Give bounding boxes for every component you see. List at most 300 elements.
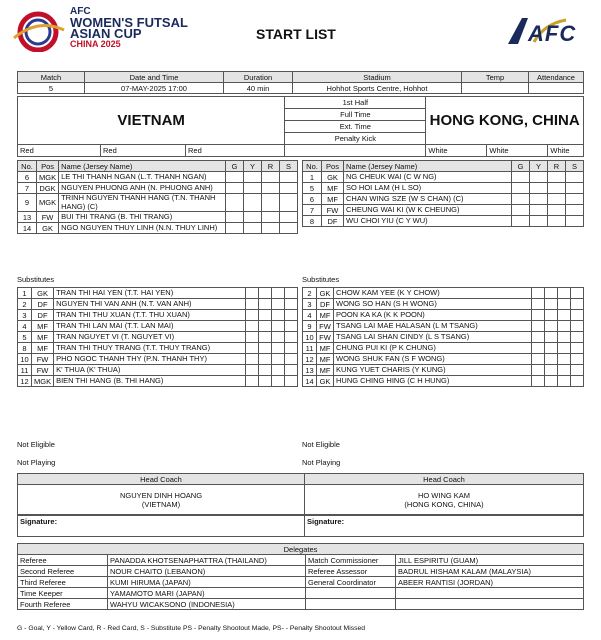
- score-row-ext-time: Ext. Time: [285, 121, 426, 133]
- team-b-kit-2: White: [487, 145, 548, 157]
- player-goals: [226, 223, 244, 234]
- team-b-coach-country: (HONG KONG, CHINA): [404, 500, 484, 509]
- player-number: 3: [303, 299, 317, 310]
- player-yellow: [259, 365, 272, 376]
- player-row: [18, 194, 298, 212]
- player-row: [303, 321, 584, 332]
- player-goals: [246, 376, 259, 387]
- player-position: MF: [322, 194, 344, 205]
- col-no: No.: [18, 161, 37, 172]
- player-yellow: [259, 310, 272, 321]
- player-row: [18, 332, 298, 343]
- player-red: [272, 343, 285, 354]
- player-yellow: [545, 299, 558, 310]
- team-a-kit-1: Red: [18, 145, 101, 157]
- player-number: 2: [18, 299, 32, 310]
- player-red: [548, 194, 566, 205]
- player-row: [303, 343, 584, 354]
- head-coach-table: [17, 473, 584, 516]
- player-red: [558, 299, 571, 310]
- player-number: 11: [303, 343, 317, 354]
- player-position: MF: [317, 343, 334, 354]
- delegate-role: Fourth Referee: [18, 599, 108, 610]
- legend: G - Goal, Y - Yellow Card, R - Red Card, S - Substitute PS - Penalty Shootout Made, PS- - Penalty Shootout Missed: [17, 625, 366, 632]
- player-position: MF: [32, 332, 54, 343]
- score-row-1st-half: 1st Half: [285, 97, 426, 109]
- player-goals: [512, 216, 530, 227]
- player-red: [558, 365, 571, 376]
- event-line3: CHINA 2025: [70, 39, 121, 49]
- player-position: MF: [32, 321, 54, 332]
- player-red: [558, 332, 571, 343]
- delegate-name: NOUR CHAITO (LEBANON): [108, 566, 306, 577]
- player-sub: [285, 299, 298, 310]
- player-name: NGO NGUYEN THUY LINH (N.N. THUY LINH): [59, 223, 226, 234]
- team-b-starters-table: [302, 160, 584, 227]
- player-sub: [280, 172, 298, 183]
- player-row: [303, 205, 584, 216]
- player-red: [558, 354, 571, 365]
- player-sub: [285, 365, 298, 376]
- player-yellow: [530, 172, 548, 183]
- player-goals: [512, 183, 530, 194]
- player-position: DF: [32, 299, 54, 310]
- player-position: MGK: [37, 194, 59, 212]
- event-name: [70, 6, 188, 50]
- player-number: 7: [303, 205, 322, 216]
- player-position: DF: [317, 299, 334, 310]
- player-row: [303, 354, 584, 365]
- event-line1: WOMEN'S FUTSAL: [70, 15, 188, 30]
- delegate-name: ABEER RANTISI (JORDAN): [396, 577, 584, 588]
- delegate-role: General Coordinator: [306, 577, 396, 588]
- player-row: [303, 216, 584, 227]
- player-yellow: [545, 354, 558, 365]
- player-sub: [285, 288, 298, 299]
- team-a-name: VIETNAM: [18, 97, 285, 145]
- player-red: [558, 376, 571, 387]
- col-g: G: [226, 161, 244, 172]
- player-yellow: [530, 183, 548, 194]
- player-row: [303, 376, 584, 387]
- player-name: CHAN WING SZE (W S CHAN) (C): [344, 194, 512, 205]
- player-yellow: [259, 354, 272, 365]
- player-red: [548, 205, 566, 216]
- player-number: 9: [303, 321, 317, 332]
- player-number: 1: [18, 288, 32, 299]
- col-pos: Pos: [37, 161, 59, 172]
- player-sub: [571, 365, 584, 376]
- player-yellow: [259, 299, 272, 310]
- player-number: 12: [18, 376, 32, 387]
- player-number: 2: [303, 288, 317, 299]
- player-row: [303, 299, 584, 310]
- team-b-substitutes-table: [302, 287, 584, 387]
- team-a-substitutes-table: [17, 287, 298, 387]
- delegate-role: Referee Assessor: [306, 566, 396, 577]
- player-yellow: [244, 212, 262, 223]
- player-red: [558, 310, 571, 321]
- player-goals: [532, 365, 545, 376]
- player-position: FW: [32, 354, 54, 365]
- player-goals: [532, 288, 545, 299]
- player-sub: [571, 288, 584, 299]
- player-name: HUNG CHING HING (C H HUNG): [334, 376, 532, 387]
- player-red: [272, 288, 285, 299]
- player-sub: [566, 183, 584, 194]
- player-name: BUI THI TRANG (B. THI TRANG): [59, 212, 226, 223]
- player-row: [303, 288, 584, 299]
- player-position: MF: [322, 183, 344, 194]
- player-sub: [571, 310, 584, 321]
- player-goals: [226, 172, 244, 183]
- player-sub: [280, 183, 298, 194]
- player-yellow: [244, 194, 262, 212]
- player-red: [272, 332, 285, 343]
- player-sub: [571, 376, 584, 387]
- match-stadium: Hohhot Sports Centre, Hohhot: [293, 83, 462, 94]
- player-sub: [285, 354, 298, 365]
- afc-logo-text: AFC: [528, 21, 577, 46]
- player-position: FW: [317, 332, 334, 343]
- match-attendance: [529, 83, 584, 94]
- player-row: [18, 343, 298, 354]
- player-yellow: [244, 183, 262, 194]
- delegate-name: KUMI HIRUMA (JAPAN): [108, 577, 306, 588]
- player-position: MF: [317, 354, 334, 365]
- match-date-time: 07-MAY-2025 17:00: [85, 83, 224, 94]
- team-a-kit-2: Red: [101, 145, 186, 157]
- player-number: 8: [303, 216, 322, 227]
- col-y: Y: [530, 161, 548, 172]
- player-name: SO HOI LAM (H L SO): [344, 183, 512, 194]
- delegate-role: Referee: [18, 555, 108, 566]
- player-name: NGUYEN THI VAN ANH (N.T. VAN ANH): [54, 299, 246, 310]
- player-yellow: [530, 194, 548, 205]
- team-b-substitutes-label: Substitutes: [302, 275, 340, 284]
- stadium-header: Stadium: [293, 72, 462, 83]
- player-position: DGK: [37, 183, 59, 194]
- match-header: Match: [18, 72, 85, 83]
- player-number: 13: [18, 212, 37, 223]
- player-yellow: [259, 343, 272, 354]
- player-number: 14: [303, 376, 317, 387]
- team-b-kit-3: White: [548, 145, 584, 157]
- player-red: [262, 172, 280, 183]
- player-goals: [226, 194, 244, 212]
- player-name: NGUYEN PHUONG ANH (N. PHUONG ANH): [59, 183, 226, 194]
- player-position: DF: [32, 310, 54, 321]
- col-g: G: [512, 161, 530, 172]
- match-temp: [462, 83, 529, 94]
- team-b-not-eligible: Not Eligible: [302, 440, 340, 449]
- player-number: 9: [18, 194, 37, 212]
- player-position: MF: [32, 343, 54, 354]
- player-number: 6: [18, 172, 37, 183]
- player-name: TRAN THI THUY TRANG (T.T. THUY TRANG): [54, 343, 246, 354]
- player-red: [548, 172, 566, 183]
- delegate-empty: [306, 599, 396, 610]
- player-goals: [246, 354, 259, 365]
- player-number: 7: [18, 183, 37, 194]
- afc-logo: [504, 14, 580, 48]
- team-a-not-eligible: Not Eligible: [17, 440, 55, 449]
- player-sub: [566, 194, 584, 205]
- event-org: AFC: [70, 6, 91, 17]
- player-yellow: [244, 223, 262, 234]
- player-row: [18, 376, 298, 387]
- player-position: GK: [32, 288, 54, 299]
- delegate-role: Third Referee: [18, 577, 108, 588]
- team-a-signature-label: Signature:: [20, 517, 58, 526]
- player-row: [18, 299, 298, 310]
- player-number: 1: [303, 172, 322, 183]
- player-number: 11: [18, 365, 32, 376]
- date-time-header: Date and Time: [85, 72, 224, 83]
- player-name: LE THI THANH NGAN (L.T. THANH NGAN): [59, 172, 226, 183]
- player-number: 3: [18, 310, 32, 321]
- player-row: [18, 365, 298, 376]
- player-name: TSANG LAI SHAN CINDY (L S TSANG): [334, 332, 532, 343]
- player-yellow: [545, 321, 558, 332]
- player-name: WU CHOI YIU (C Y WU): [344, 216, 512, 227]
- team-a-coach-country: (VIETNAM): [141, 500, 181, 509]
- player-number: 14: [18, 223, 37, 234]
- player-row: [18, 223, 298, 234]
- player-row: [303, 365, 584, 376]
- player-goals: [246, 288, 259, 299]
- team-a-substitutes-label: Substitutes: [17, 275, 55, 284]
- attendance-header: Attendance: [529, 72, 584, 83]
- player-position: FW: [317, 321, 334, 332]
- player-red: [272, 354, 285, 365]
- delegate-name: JILL ESPIRITU (GUAM): [396, 555, 584, 566]
- player-goals: [532, 321, 545, 332]
- player-goals: [246, 321, 259, 332]
- player-sub: [571, 332, 584, 343]
- player-name: TRAN NGUYET VI (T. NGUYET VI): [54, 332, 246, 343]
- player-goals: [246, 299, 259, 310]
- delegate-empty: [306, 588, 396, 599]
- player-goals: [512, 172, 530, 183]
- team-b-name: HONG KONG, CHINA: [426, 97, 584, 145]
- player-yellow: [259, 321, 272, 332]
- player-red: [262, 183, 280, 194]
- col-s: S: [280, 161, 298, 172]
- player-position: MF: [317, 310, 334, 321]
- player-red: [272, 310, 285, 321]
- player-red: [272, 321, 285, 332]
- player-yellow: [530, 216, 548, 227]
- delegate-empty: [396, 588, 584, 599]
- player-sub: [566, 172, 584, 183]
- team-a-not-playing: Not Playing: [17, 458, 56, 467]
- page-title: START LIST: [256, 26, 336, 42]
- player-name: TRINH NGUYEN THANH HANG (T.N. THANH HANG) (C): [59, 194, 226, 212]
- team-a-coach: [18, 485, 305, 516]
- col-r: R: [262, 161, 280, 172]
- delegate-role: Second Referee: [18, 566, 108, 577]
- player-red: [548, 216, 566, 227]
- match-duration: 40 min: [224, 83, 293, 94]
- player-goals: [532, 376, 545, 387]
- signature-table: [17, 514, 584, 537]
- player-number: 6: [303, 194, 322, 205]
- player-sub: [571, 321, 584, 332]
- player-goals: [532, 332, 545, 343]
- match-number: 5: [18, 83, 85, 94]
- team-a-substitute-rows: [18, 288, 298, 387]
- player-name: TSANG LAI MAE HALASAN (L M TSANG): [334, 321, 532, 332]
- team-b-coach: [305, 485, 584, 516]
- delegate-name: YAMAMOTO MARI (JAPAN): [108, 588, 306, 599]
- player-goals: [532, 310, 545, 321]
- match-info-table: [17, 71, 584, 94]
- col-name: Name (Jersey Name): [59, 161, 226, 172]
- delegate-role: Match Commissioner: [306, 555, 396, 566]
- player-yellow: [259, 376, 272, 387]
- player-goals: [512, 205, 530, 216]
- player-sub: [285, 332, 298, 343]
- team-a-kit-3: Red: [186, 145, 285, 157]
- player-sub: [571, 343, 584, 354]
- player-row: [18, 321, 298, 332]
- player-goals: [246, 332, 259, 343]
- team-a-signature: [18, 515, 305, 537]
- player-position: MGK: [32, 376, 54, 387]
- player-row: [303, 183, 584, 194]
- kit-spacer: [285, 145, 426, 157]
- player-row: [18, 212, 298, 223]
- player-name: WONG SHUK FAN (S F WONG): [334, 354, 532, 365]
- player-name: PHO NGOC THANH THY (P.N. THANH THY): [54, 354, 246, 365]
- player-red: [548, 183, 566, 194]
- player-red: [272, 365, 285, 376]
- player-number: 4: [303, 310, 317, 321]
- player-position: GK: [37, 223, 59, 234]
- player-yellow: [530, 205, 548, 216]
- player-row: [18, 288, 298, 299]
- player-name: CHOW KAM YEE (K Y CHOW): [334, 288, 532, 299]
- player-name: KUNG YUET CHARIS (Y KUNG): [334, 365, 532, 376]
- player-goals: [226, 212, 244, 223]
- player-name: BIEN THI HANG (B. THI HANG): [54, 376, 246, 387]
- col-y: Y: [244, 161, 262, 172]
- player-goals: [226, 183, 244, 194]
- player-number: 5: [18, 332, 32, 343]
- player-name: WONG SO HAN (S H WONG): [334, 299, 532, 310]
- team-b-kit-1: White: [426, 145, 487, 157]
- player-red: [558, 321, 571, 332]
- player-red: [558, 288, 571, 299]
- score-row-penalty-kick: Penalty Kick: [285, 133, 426, 145]
- team-a-head-coach-header: Head Coach: [18, 474, 305, 485]
- col-r: R: [548, 161, 566, 172]
- team-b-starter-rows: [303, 172, 584, 227]
- player-name: TRAN THI HAI YEN (T.T. HAI YEN): [54, 288, 246, 299]
- team-a-starters-table: [17, 160, 298, 234]
- team-b-head-coach-header: Head Coach: [305, 474, 584, 485]
- player-number: 8: [18, 343, 32, 354]
- player-red: [272, 376, 285, 387]
- player-position: FW: [322, 205, 344, 216]
- player-yellow: [545, 332, 558, 343]
- col-no: No.: [303, 161, 322, 172]
- player-red: [262, 212, 280, 223]
- player-yellow: [545, 365, 558, 376]
- team-a-starter-rows: [18, 172, 298, 234]
- player-row: [303, 310, 584, 321]
- col-name: Name (Jersey Name): [344, 161, 512, 172]
- player-name: NG CHEUK WAI (C W NG): [344, 172, 512, 183]
- teams-score-table: [17, 96, 584, 157]
- col-s: S: [566, 161, 584, 172]
- player-sub: [280, 212, 298, 223]
- player-name: K' THUA (K' THUA): [54, 365, 246, 376]
- player-sub: [285, 343, 298, 354]
- player-goals: [246, 310, 259, 321]
- player-number: 5: [303, 183, 322, 194]
- delegate-name: BADRUL HISHAM KALAM (MALAYSIA): [396, 566, 584, 577]
- player-row: [303, 172, 584, 183]
- player-name: CHUNG PUI KI (P K CHUNG): [334, 343, 532, 354]
- team-b-substitute-rows: [303, 288, 584, 387]
- player-position: GK: [317, 376, 334, 387]
- player-number: 4: [18, 321, 32, 332]
- player-row: [18, 183, 298, 194]
- delegate-name: WAHYU WICAKSONO (INDONESIA): [108, 599, 306, 610]
- player-red: [262, 223, 280, 234]
- player-position: MF: [317, 365, 334, 376]
- player-yellow: [545, 376, 558, 387]
- player-yellow: [259, 288, 272, 299]
- duration-header: Duration: [224, 72, 293, 83]
- player-position: FW: [32, 365, 54, 376]
- team-b-signature: [305, 515, 584, 537]
- player-row: [303, 194, 584, 205]
- player-number: 10: [303, 332, 317, 343]
- player-position: DF: [322, 216, 344, 227]
- player-goals: [246, 343, 259, 354]
- player-yellow: [545, 310, 558, 321]
- team-b-signature-label: Signature:: [307, 517, 345, 526]
- player-sub: [285, 310, 298, 321]
- player-goals: [532, 343, 545, 354]
- player-sub: [285, 321, 298, 332]
- delegates-table: [17, 543, 584, 610]
- player-row: [18, 354, 298, 365]
- delegate-empty: [396, 599, 584, 610]
- afc-event-logo: [8, 8, 68, 52]
- team-b-not-playing: Not Playing: [302, 458, 341, 467]
- player-sub: [571, 354, 584, 365]
- event-line2: ASIAN CUP: [70, 26, 142, 41]
- player-number: 12: [303, 354, 317, 365]
- delegate-name: PANADDA KHOTSENAPHATTRA (THAILAND): [108, 555, 306, 566]
- player-number: 10: [18, 354, 32, 365]
- delegate-role: Time Keeper: [18, 588, 108, 599]
- player-goals: [246, 365, 259, 376]
- col-pos: Pos: [322, 161, 344, 172]
- player-goals: [532, 299, 545, 310]
- player-name: TRAN THI LAN MAI (T.T. LAN MAI): [54, 321, 246, 332]
- player-sub: [566, 205, 584, 216]
- player-position: MGK: [37, 172, 59, 183]
- score-row-full-time: Full Time: [285, 109, 426, 121]
- player-sub: [571, 299, 584, 310]
- delegates-header: Delegates: [18, 544, 584, 555]
- player-row: [18, 172, 298, 183]
